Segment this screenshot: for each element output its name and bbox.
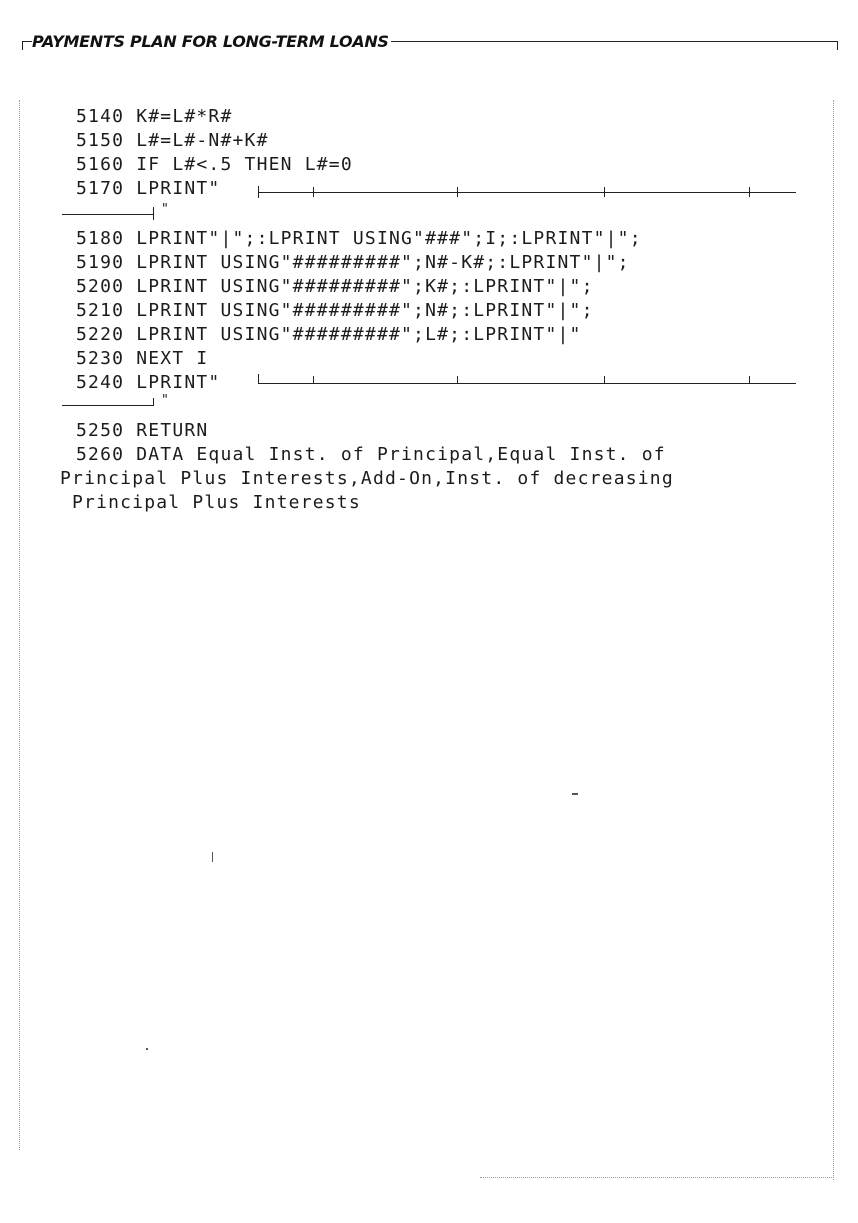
- line-code: LPRINT USING"#########";K#;:LPRINT"|";: [136, 276, 594, 297]
- line-number: 5230: [76, 348, 125, 369]
- line-number: 5150: [76, 130, 125, 151]
- line-number: 5220: [76, 324, 125, 345]
- border-tick: [604, 376, 605, 383]
- line-number: 5140: [76, 106, 125, 127]
- table-top-rule: [258, 192, 796, 193]
- code-line: [76, 276, 594, 297]
- scan-speck: [146, 1048, 148, 1050]
- scan-border-bottom: [480, 1177, 834, 1178]
- line-number: 5200: [76, 276, 125, 297]
- line-number: 5250: [76, 420, 125, 441]
- code-line: [76, 420, 208, 441]
- line-code: LPRINT"|";:LPRINT USING"###";I;:LPRINT"|";: [136, 228, 642, 249]
- scan-border-right: [833, 100, 834, 1180]
- line-code: LPRINT": [136, 372, 221, 393]
- line-number: 5180: [76, 228, 125, 249]
- header-right-tick: [837, 41, 838, 50]
- closing-quote: ": [161, 202, 169, 217]
- border-tick: [153, 398, 154, 405]
- page-header: [22, 30, 838, 56]
- border-tick: [604, 187, 605, 197]
- code-line-continuation: [60, 468, 674, 489]
- scan-speck: [212, 852, 213, 862]
- border-tick: [153, 207, 154, 220]
- line-code: LPRINT": [136, 178, 221, 199]
- code-line: [76, 106, 233, 127]
- code-line: [76, 130, 269, 151]
- line-code: NEXT I: [136, 348, 209, 369]
- border-tick: [749, 187, 750, 197]
- line-code: Principal Plus Interests: [72, 492, 361, 513]
- code-line-continuation: [72, 492, 361, 513]
- code-line: [76, 300, 594, 321]
- code-line: [76, 372, 220, 393]
- line-code: LPRINT USING"#########";L#;:LPRINT"|": [136, 324, 582, 345]
- table-top-rule-continued: [62, 214, 154, 215]
- code-line: [76, 178, 220, 199]
- line-code: LPRINT USING"#########";N#-K#;:LPRINT"|";: [136, 252, 630, 273]
- border-tick: [258, 374, 259, 383]
- header-left-tick: [22, 41, 23, 50]
- scan-border-left: [19, 100, 20, 1150]
- line-code: K#=L#*R#: [136, 106, 233, 127]
- border-tick: [313, 376, 314, 383]
- line-code: RETURN: [136, 420, 209, 441]
- page-title: PAYMENTS PLAN FOR LONG-TERM LOANS: [32, 32, 389, 51]
- line-number: 5160: [76, 154, 125, 175]
- scan-speck: [572, 793, 578, 795]
- table-bottom-rule-continued: [62, 405, 154, 406]
- code-line: [76, 252, 630, 273]
- code-line: [76, 154, 353, 175]
- border-tick: [457, 376, 458, 383]
- code-line: [76, 228, 642, 249]
- line-code: IF L#<.5 THEN L#=0: [136, 154, 353, 175]
- line-code: Principal Plus Interests,Add-On,Inst. of decreasing: [60, 468, 674, 489]
- border-tick: [749, 376, 750, 383]
- border-tick: [313, 187, 314, 197]
- closing-quote: ": [161, 393, 169, 408]
- line-number: 5190: [76, 252, 125, 273]
- line-code: L#=L#-N#+K#: [136, 130, 269, 151]
- code-line: [76, 324, 582, 345]
- line-number: 5210: [76, 300, 125, 321]
- border-tick: [457, 187, 458, 197]
- line-code: LPRINT USING"#########";N#;:LPRINT"|";: [136, 300, 594, 321]
- table-bottom-rule: [258, 383, 796, 384]
- line-code: DATA Equal Inst. of Principal,Equal Inst. of: [136, 444, 666, 465]
- line-number: 5170: [76, 178, 125, 199]
- code-line: [76, 348, 208, 369]
- line-number: 5260: [76, 444, 125, 465]
- line-number: 5240: [76, 372, 125, 393]
- code-line: [76, 444, 666, 465]
